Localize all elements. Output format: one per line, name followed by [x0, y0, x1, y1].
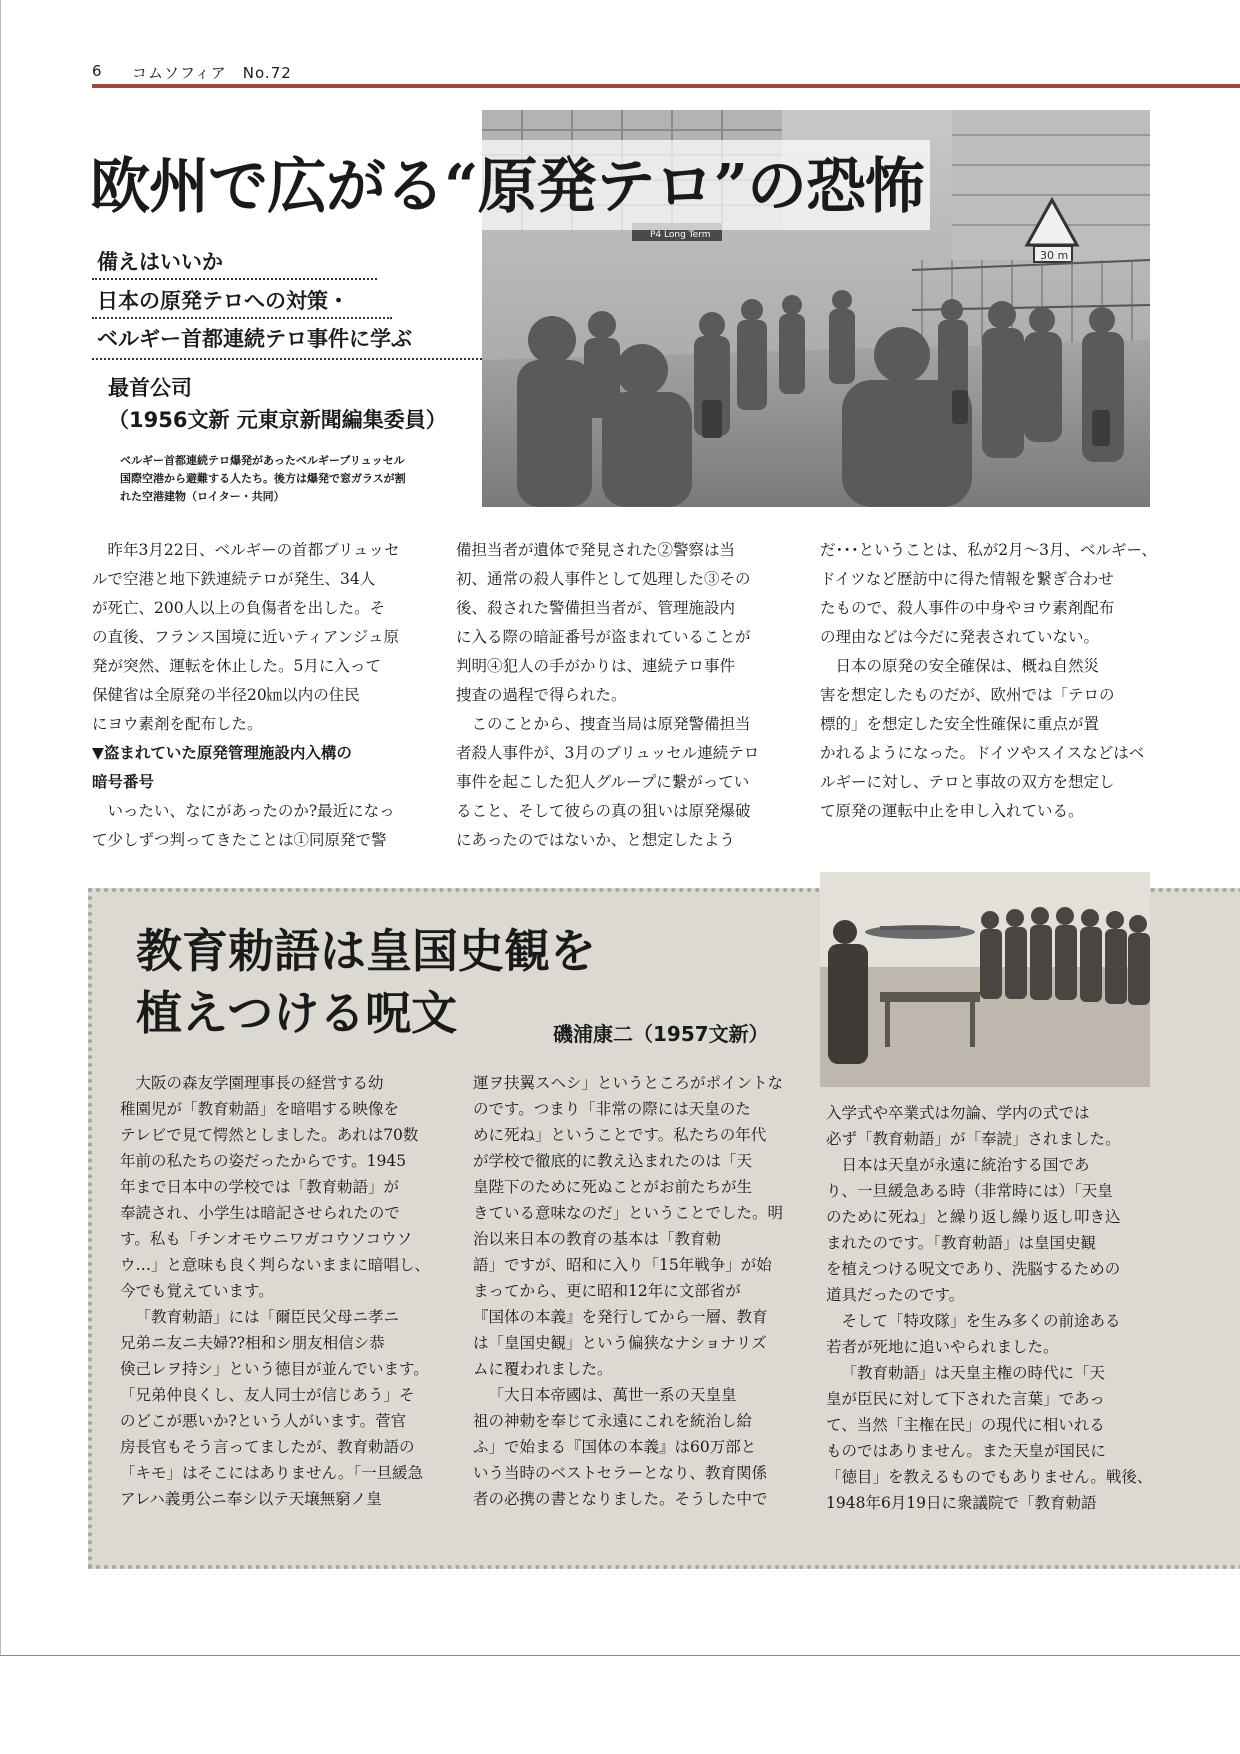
body-line: 「教育勅語」には「爾臣民父母ニ孝ニ — [135, 1308, 400, 1326]
body-line: 発が突然、運転を休止した。5月に入って — [92, 657, 381, 675]
body-line: 日本の原発の安全確保は、概ね自然災 — [835, 657, 1100, 675]
body-line: の直後、フランス国境に近いティアンジュ原 — [92, 628, 399, 646]
body-line: 初、通常の殺人事件として処理した③その — [456, 570, 751, 588]
body-line: 若者が死地に追いやられました。 — [826, 1338, 1059, 1356]
body-line: 1948年6月19日に衆議院で「教育勅語 — [826, 1494, 1097, 1512]
body-line: 『国体の本義』を発行してから一層、教育 — [473, 1308, 768, 1326]
body-line: 年まで日本中の学校では「教育勅語」が — [120, 1178, 400, 1196]
section-heading: ▼盗まれていた原発管理施設内入構の — [92, 744, 352, 762]
article1-column-2 — [456, 536, 791, 855]
body-line: ルで空港と地下鉄連続テロが発生、34人 — [92, 570, 376, 588]
body-line: 房長官もそう言ってましたが、教育勅語の — [120, 1438, 415, 1456]
body-line: 運ヲ扶翼スヘシ」というところがポイントな — [473, 1074, 784, 1092]
body-line: いう当時のベストセラーとなり、教育関係 — [473, 1464, 768, 1482]
body-line: 「キモ」はそこにはありません。「一旦緩急 — [120, 1464, 424, 1482]
body-line: のどこが悪いか?という人がいます。菅官 — [120, 1412, 407, 1430]
body-line: にあったのではないか、と想定したよう — [456, 831, 735, 849]
body-line: 日本は天皇が永遠に統治する国であ — [841, 1156, 1090, 1174]
body-line: 大阪の森友学園理事長の経営する幼 — [135, 1074, 384, 1092]
body-line: 語」ですが、昭和に入り「15年戦争」が始 — [473, 1256, 772, 1274]
body-line: 昨年3月22日、ベルギーの首都ブリュッセ — [107, 541, 400, 559]
section-heading: 暗号番号 — [92, 773, 155, 791]
caption-line: れた空港建物（ロイター・共同） — [120, 490, 285, 503]
body-line: 入学式や卒業式は勿論、学内の式では — [826, 1104, 1090, 1122]
body-line: 害を想定したものだが、欧州では「テロの — [820, 686, 1115, 704]
body-line: 奉読され、小学生は暗記させられたので — [120, 1204, 400, 1222]
subtitle-line-2: 日本の原発テロへの対策・ — [97, 289, 349, 313]
article-title: 欧州で広がる“原発テロ”の恐怖 — [90, 152, 925, 222]
body-line: ふ」で始まる『国体の本義』は60万部と — [473, 1438, 757, 1456]
body-line: す。私も「チンオモウニワガコウソコウソ — [120, 1230, 413, 1248]
body-line: が学校で徹底的に教え込まれたのは「天 — [473, 1152, 753, 1170]
body-line: ること、そして彼らの真の狙いは原発爆破 — [456, 802, 751, 820]
body-line: 必ず「教育勅語」が「奉読」されました。 — [826, 1130, 1121, 1148]
body-line: 判明④犯人の手がかりは、連続テロ事件 — [456, 657, 736, 675]
kamikaze-pilots-photo — [820, 872, 1150, 1087]
body-line: テレビで見て愕然としました。あれは70数 — [120, 1126, 419, 1144]
header-rule — [92, 84, 1240, 88]
body-line: 者殺人事件が、3月のブリュッセル連続テロ — [456, 744, 760, 762]
body-line: のです。つまり「非常の際には天皇のた — [473, 1100, 751, 1118]
body-line: 道具だったのです。 — [826, 1286, 965, 1304]
body-line: て原発の運転中止を申し入れている。 — [820, 802, 1084, 820]
body-line: 捜査の過程で得られた。 — [456, 686, 627, 704]
body-line: て少しずつ判ってきたことは①同原発で警 — [92, 831, 387, 849]
photo-caption — [120, 452, 485, 506]
body-line: いったい、なにがあったのか?最近になっ — [107, 802, 395, 820]
subtitle-underline-2 — [92, 317, 392, 319]
caption-line: ベルギー首都連続テロ爆発があったベルギーブリュッセル — [120, 454, 405, 467]
photo-sign-distance: 30 m — [1040, 249, 1069, 262]
body-line: 倹己レヲ持シ」という徳目が並んでいます。 — [120, 1360, 429, 1378]
body-line: だ･･･ということは、私が2月～3月、ベルギー、 — [820, 541, 1157, 559]
article1-column-3 — [820, 536, 1155, 826]
article1-column-1 — [92, 536, 427, 855]
page-number: 6 — [92, 62, 102, 80]
photo-sign-text: P4 Long Term — [650, 230, 711, 240]
body-line: 備担当者が遺体で発見された②警察は当 — [456, 541, 736, 559]
magazine-name: コムソフィア No.72 — [132, 64, 292, 82]
article2-title — [136, 920, 596, 1044]
body-line: 「兄弟仲良くし、友人同士が信じあう」そ — [120, 1386, 415, 1404]
caption-line: 国際空港から避難する人たち。後方は爆発で窓ガラスが割 — [120, 472, 406, 485]
body-line: 祖の神勅を奉じて永遠にこれを統治し給 — [473, 1412, 753, 1430]
body-line: ドイツなど歴訪中に得た情報を繋ぎ合わせ — [820, 570, 1114, 588]
body-line: が死亡、200人以上の負傷者を出した。そ — [92, 599, 386, 617]
article2-column-2 — [473, 1070, 798, 1512]
subtitle-line-3: ベルギー首都連続テロ事件に学ぶ — [97, 327, 412, 351]
body-line: のために死ね」と繰り返し繰り返し叩き込 — [826, 1208, 1121, 1226]
article2-column-3 — [826, 1100, 1151, 1516]
body-line: て、当然「主権在民」の現代に相いれる — [826, 1416, 1105, 1434]
subtitle-line-1: 備えはいいか — [97, 250, 223, 274]
body-line: 「徳目」を教えるものでもありません。戦後、 — [826, 1468, 1153, 1486]
body-line: は「皇国史観」という偏狭なナショナリズ — [473, 1334, 767, 1352]
body-line: 「大日本帝國は、萬世一系の天皇皇 — [488, 1386, 737, 1404]
body-line: を植えつける呪文であり、洗脳するための — [826, 1260, 1121, 1278]
body-line: まれたのです。「教育勅語」は皇国史観 — [826, 1234, 1097, 1252]
body-line: めに死ね」ということです。私たちの年代 — [473, 1126, 767, 1144]
body-line: り、一旦緩急ある時（非常時には）「天皇 — [826, 1182, 1113, 1200]
body-line: 今でも覚えています。 — [120, 1282, 274, 1300]
article2-title-line-2: 植えつける呪文 — [136, 986, 458, 1040]
page-bottom-rule — [0, 1655, 1240, 1656]
body-line: 治以来日本の教育の基本は「教育勅 — [473, 1230, 722, 1248]
subtitle-underline-1 — [92, 278, 377, 280]
body-line: まってから、更に昭和12年に文部省が — [473, 1282, 741, 1300]
body-line: に入る際の暗証番号が盗まれていることが — [456, 628, 751, 646]
body-line: たもので、殺人事件の中身やヨウ素剤配布 — [820, 599, 1115, 617]
body-line: 標的」を想定した安全性確保に重点が置 — [820, 715, 1100, 733]
body-line: 年前の私たちの姿だったからです。1945 — [120, 1152, 407, 1170]
article2-author: 磯浦康二（1957文新） — [553, 1022, 769, 1046]
body-line: そして「特攻隊」を生み多くの前途ある — [841, 1312, 1121, 1330]
body-line: 保健省は全原発の半径20㎞以内の住民 — [92, 686, 360, 704]
body-line: 皇が臣民に対して下された言葉」であっ — [826, 1390, 1105, 1408]
body-line: ルギーに対し、テロと事故の双方を想定し — [820, 773, 1115, 791]
body-line: このことから、捜査当局は原発警備担当 — [471, 715, 751, 733]
body-line: 稚園児が「教育勅語」を暗唱する映像を — [120, 1100, 400, 1118]
body-line: 後、殺された警備担当者が、管理施設内 — [456, 599, 736, 617]
subtitle-underline-3 — [92, 358, 482, 360]
body-line: 事件を起こした犯人グループに繋がってい — [456, 773, 750, 791]
body-line: の理由などは今だに発表されていない。 — [820, 628, 1100, 646]
body-line: 皇陛下のために死ぬことがお前たちが生 — [473, 1178, 753, 1196]
body-line: 「教育勅語」は天皇主権の時代に「天 — [841, 1364, 1106, 1382]
body-line: ものではありません。また天皇が国民に — [826, 1442, 1106, 1460]
article2-title-line-1: 教育勅語は皇国史観を — [136, 924, 596, 978]
article2-column-1 — [120, 1070, 445, 1512]
body-line: アレハ義勇公ニ奉シ以テ天壌無窮ノ皇 — [120, 1490, 382, 1508]
body-line: にヨウ素剤を配布した。 — [92, 715, 263, 733]
body-line: 兄弟ニ友ニ夫婦??相和シ朋友相信シ恭 — [120, 1334, 385, 1352]
body-line: ウ…」と意味も良く判らないままに暗唱し、 — [120, 1256, 431, 1274]
author-name: 最首公司 — [108, 376, 192, 400]
body-line: かれるようになった。ドイツやスイスなどはベ — [820, 744, 1145, 762]
body-line: きている意味なのだ」ということでした。明 — [473, 1204, 784, 1222]
body-line: 者の必携の書となりました。そうした中で — [473, 1490, 768, 1508]
body-line: ムに覆われました。 — [473, 1360, 613, 1378]
page-left-edge — [0, 0, 1, 1656]
author-affiliation: （1956文新 元東京新聞編集委員） — [108, 408, 447, 432]
